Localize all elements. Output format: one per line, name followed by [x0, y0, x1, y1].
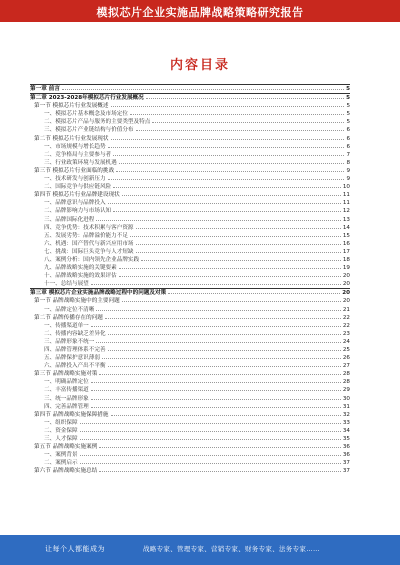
toc-entry-page: 34 [342, 427, 350, 434]
toc-leader-dots [108, 346, 341, 351]
toc-entry-page: 37 [342, 460, 350, 467]
toc-leader-dots [122, 191, 341, 196]
toc-entry-page: 21 [342, 306, 350, 313]
toc-entry[interactable] [30, 427, 350, 435]
toc-entry-page: 11 [342, 192, 350, 199]
toc-entry-title: 八、案例分析：国内领先企业品牌实践 [44, 256, 140, 263]
toc-leader-dots [146, 94, 344, 99]
toc-entry[interactable] [30, 386, 350, 394]
toc-leader-dots [99, 443, 341, 448]
toc-entry-page: 17 [342, 248, 350, 255]
toc-entry[interactable] [30, 288, 350, 297]
toc-entry-page: 16 [342, 240, 350, 247]
toc-entry-page: 28 [342, 379, 350, 386]
toc-entry-page: 7 [346, 151, 350, 158]
header-banner [0, 0, 400, 22]
toc-leader-dots [141, 256, 341, 261]
toc-entry[interactable] [30, 175, 350, 183]
toc-entry[interactable] [30, 378, 350, 386]
toc-leader-dots [111, 135, 345, 140]
toc-entry-page: 5 [346, 95, 350, 102]
toc-entry[interactable] [30, 272, 350, 280]
toc-leader-dots [80, 419, 341, 424]
report-title: 模拟芯片企业实施品牌战略策略研究报告 [96, 6, 304, 19]
toc-leader-dots [99, 467, 341, 472]
toc-leader-dots [91, 378, 341, 383]
toc-entry-title: 第三章 模拟芯片企业实施品牌战略过程中的问题及对策 [30, 290, 167, 297]
toc-entry-title: 二、丰富传播渠道 [44, 387, 89, 394]
toc-entry[interactable] [30, 330, 350, 338]
toc-leader-dots [80, 427, 341, 432]
toc-leader-dots [108, 175, 345, 180]
toc-leader-dots [80, 451, 341, 456]
footer-slogan: 让每个人都能成为 [45, 545, 105, 553]
toc-entry[interactable] [30, 159, 350, 167]
toc-leader-dots [111, 411, 341, 416]
toc-entry-title: 二、案例启示 [44, 460, 78, 467]
toc-entry-page: 5 [346, 86, 350, 92]
toc-entry-title: 第三节 品牌战略实施对策 [34, 371, 98, 378]
toc-leader-dots [168, 289, 340, 294]
toc-leader-dots [119, 272, 341, 277]
toc-leader-dots [122, 297, 341, 302]
toc-entry-title: 一、技术研发与创新压力 [44, 176, 106, 183]
toc-entry-page: 28 [342, 371, 350, 378]
toc-leader-dots [136, 224, 341, 229]
toc-entry-title: 第四节 品牌战略实施保障措施 [34, 411, 109, 418]
toc-entry-page: 36 [342, 452, 350, 459]
toc-entry-page: 12 [342, 208, 350, 215]
toc-entry-title: 十一、总结与展望 [44, 281, 89, 288]
toc-entry[interactable] [30, 346, 350, 354]
toc-entry-title: 二、资金保障 [44, 427, 78, 434]
toc-entry-page: 22 [342, 314, 350, 321]
toc-entry-title: 一、品牌意识与品牌投入 [44, 200, 106, 207]
toc-leader-dots [116, 167, 344, 172]
toc-entry-title: 第一节 品牌战略实施中的主要问题 [34, 298, 120, 305]
toc-entry[interactable] [30, 322, 350, 330]
toc-entry[interactable] [30, 232, 350, 240]
toc-entry[interactable] [30, 102, 350, 110]
toc-entry-title: 第二章 2023-2028年模拟芯片行业发展概况 [30, 95, 144, 102]
toc-entry-title: 一、市场规模与增长趋势 [44, 143, 106, 150]
toc-leader-dots [108, 362, 341, 367]
toc-leader-dots [80, 435, 341, 440]
toc-entry-title: 三、行业政策环境与发展机遇 [44, 159, 117, 166]
toc-entry-title: 三、品牌形象不统一 [44, 338, 95, 345]
toc-entry-page: 20 [342, 273, 350, 280]
toc-entry[interactable] [30, 224, 350, 232]
toc-leader-dots [91, 280, 341, 285]
toc-entry[interactable] [30, 264, 350, 272]
toc-leader-dots [99, 370, 341, 375]
toc-entry-title: 三、模拟芯片产业链结构与价值分布 [44, 127, 134, 134]
toc-entry[interactable] [30, 110, 350, 118]
toc-leader-dots [62, 85, 344, 90]
toc-leader-dots [108, 143, 345, 148]
toc-entry-page: 15 [342, 232, 350, 239]
toc-entry[interactable] [30, 216, 350, 224]
toc-entry[interactable] [30, 459, 350, 467]
toc-leader-dots [152, 118, 344, 123]
toc-entry[interactable] [30, 435, 350, 443]
toc-entry[interactable] [30, 199, 350, 207]
toc-entry-page: 23 [342, 330, 350, 337]
toc-entry-title: 一、传播渠道单一 [44, 322, 89, 329]
toc-entry-title: 五、品牌保护意识薄弱 [44, 355, 100, 362]
toc-entry[interactable] [30, 151, 350, 159]
toc-entry[interactable] [30, 191, 350, 199]
toc-entry-title: 三、品牌国际化进程 [44, 216, 95, 223]
toc-heading: 内容目录 [169, 58, 230, 73]
toc-entry-title: 四、竞争优势：技术积累与客户资源 [44, 224, 134, 231]
toc-entry-page: 32 [342, 411, 350, 418]
toc-entry-page: 6 [346, 127, 350, 134]
toc-entry[interactable] [30, 451, 350, 459]
toc-leader-dots [102, 354, 341, 359]
toc-entry-title: 四、完善品牌管理 [44, 403, 89, 410]
toc-entry-title: 一、模拟芯片基本概念及市场定位 [44, 111, 128, 118]
toc-entry-page: 26 [342, 355, 350, 362]
toc-entry[interactable] [30, 183, 350, 191]
table-of-contents [30, 84, 350, 476]
toc-entry-page: 6 [346, 135, 350, 142]
toc-entry-page: 8 [346, 159, 350, 166]
toc-leader-dots [113, 207, 341, 212]
toc-leader-dots [130, 232, 341, 237]
toc-entry-page: 11 [342, 200, 350, 207]
toc-entry-page: 31 [342, 403, 350, 410]
toc-entry-title: 一、案例背景 [44, 452, 78, 459]
toc-entry[interactable] [30, 207, 350, 215]
toc-entry-page: 24 [342, 338, 350, 345]
toc-entry[interactable] [30, 280, 350, 288]
toc-leader-dots [119, 159, 345, 164]
footer-tags: 战略专家、管理专家、营销专家、财务专家、法务专家…… [143, 545, 320, 553]
toc-leader-dots [96, 216, 341, 221]
toc-entry[interactable] [30, 314, 350, 322]
toc-entry-title: 第一节 模拟芯片行业发展概述 [34, 103, 109, 110]
toc-leader-dots [108, 199, 341, 204]
toc-entry-page: 6 [346, 143, 350, 150]
toc-entry[interactable] [30, 306, 350, 314]
toc-leader-dots [113, 183, 341, 188]
toc-leader-dots [105, 314, 341, 319]
toc-entry-title: 四、品牌管理体系不完善 [44, 347, 106, 353]
toc-entry-page: 35 [342, 436, 350, 443]
toc-entry[interactable] [30, 143, 350, 151]
toc-entry[interactable] [30, 411, 350, 419]
toc-leader-dots [91, 386, 341, 391]
toc-entry[interactable] [30, 167, 350, 175]
toc-leader-dots [111, 102, 345, 107]
toc-entry-title: 三、统一品牌形象 [44, 395, 89, 402]
toc-leader-dots [136, 126, 345, 131]
toc-entry[interactable] [30, 362, 350, 370]
toc-entry[interactable] [30, 248, 350, 256]
toc-entry-page: 36 [342, 444, 350, 451]
toc-entry-title: 第五节 品牌战略实施案例 [34, 444, 98, 451]
toc-leader-dots [136, 240, 341, 245]
footer-banner [0, 535, 400, 565]
toc-entry[interactable] [30, 443, 350, 451]
toc-entry-page: 19 [342, 265, 350, 272]
toc-entry-title: 第三节 模拟芯片行业面临的挑战 [34, 167, 115, 174]
toc-entry-page: 29 [342, 387, 350, 394]
toc-entry[interactable] [30, 84, 350, 93]
toc-entry[interactable] [30, 467, 350, 475]
toc-entry-page: 18 [342, 256, 350, 263]
toc-entry[interactable] [30, 354, 350, 362]
toc-entry[interactable] [30, 395, 350, 403]
toc-entry-page: 25 [342, 347, 350, 353]
toc-entry-page: 5 [346, 119, 350, 126]
toc-entry[interactable] [30, 419, 350, 427]
toc-entry-title: 第六节 品牌战略实施总结 [34, 468, 98, 475]
toc-leader-dots [136, 248, 341, 253]
toc-leader-dots [108, 330, 341, 335]
toc-entry[interactable] [30, 297, 350, 305]
toc-entry-title: 第二节 模拟芯片行业发展现状 [34, 135, 109, 142]
toc-entry-title: 第四节 模拟芯片行业品牌建设现状 [34, 192, 120, 199]
toc-leader-dots [80, 459, 341, 464]
toc-entry-page: 13 [342, 216, 350, 223]
toc-entry[interactable] [30, 126, 350, 134]
toc-leader-dots [91, 322, 341, 327]
toc-entry-title: 二、传播内容缺乏差异化 [44, 330, 106, 337]
toc-entry-title: 一、组织保障 [44, 419, 78, 426]
toc-entry[interactable] [30, 256, 350, 264]
toc-entry-page: 22 [342, 322, 350, 329]
toc-entry[interactable] [30, 370, 350, 378]
toc-leader-dots [91, 395, 341, 400]
toc-entry-title: 二、竞争格局与主要参与者 [44, 151, 112, 158]
toc-entry-title: 十、品牌战略实施的效果评估 [44, 273, 117, 280]
toc-entry-title: 第一章 前言 [30, 86, 60, 92]
toc-entry[interactable] [30, 338, 350, 346]
toc-entry-page: 30 [342, 395, 350, 402]
toc-entry-title: 六、机遇：国产替代与新兴应用市场 [44, 240, 134, 247]
toc-entry-title: 一、品牌定位不清晰 [44, 306, 95, 313]
toc-entry-title: 七、挑战：国际巨头竞争与人才短缺 [44, 248, 134, 255]
toc-leader-dots [119, 264, 341, 269]
toc-entry-title: 三、人才保障 [44, 436, 78, 443]
toc-entry-page: 37 [342, 468, 350, 475]
toc-entry-title: 二、品牌影响力与市场认知 [44, 208, 112, 215]
toc-entry[interactable] [30, 93, 350, 102]
toc-leader-dots [130, 110, 345, 115]
toc-entry-title: 六、品牌投入产出不平衡 [44, 363, 106, 370]
toc-entry-page: 10 [342, 184, 350, 191]
toc-entry-title: 二、模拟芯片产品与服务的主要类型及特点 [44, 119, 151, 126]
toc-entry-title: 九、品牌战略实施的关键要素 [44, 265, 117, 272]
toc-leader-dots [91, 403, 341, 408]
toc-entry[interactable] [30, 135, 350, 143]
toc-entry-page: 20 [342, 281, 350, 288]
toc-entry-page: 33 [342, 419, 350, 426]
toc-entry-page: 20 [342, 290, 350, 297]
toc-leader-dots [96, 306, 341, 311]
toc-entry-page: 27 [342, 363, 350, 370]
toc-entry-title: 一、明确品牌定位 [44, 379, 89, 386]
toc-entry-title: 二、国际竞争与供应链风险 [44, 184, 112, 191]
toc-entry-page: 5 [346, 111, 350, 118]
toc-entry[interactable] [30, 118, 350, 126]
toc-entry[interactable] [30, 403, 350, 411]
toc-entry-page: 9 [346, 176, 350, 183]
toc-entry[interactable] [30, 240, 350, 248]
toc-entry-title: 第二节 品牌传播存在的问题 [34, 314, 103, 321]
toc-leader-dots [113, 151, 344, 156]
toc-entry-page: 14 [342, 224, 350, 231]
toc-entry-title: 五、发展劣势：品牌溢价能力不足 [44, 232, 128, 239]
toc-entry-page: 20 [342, 298, 350, 305]
toc-leader-dots [96, 338, 341, 343]
toc-entry-page: 9 [346, 167, 350, 174]
toc-entry-page: 5 [346, 103, 350, 110]
